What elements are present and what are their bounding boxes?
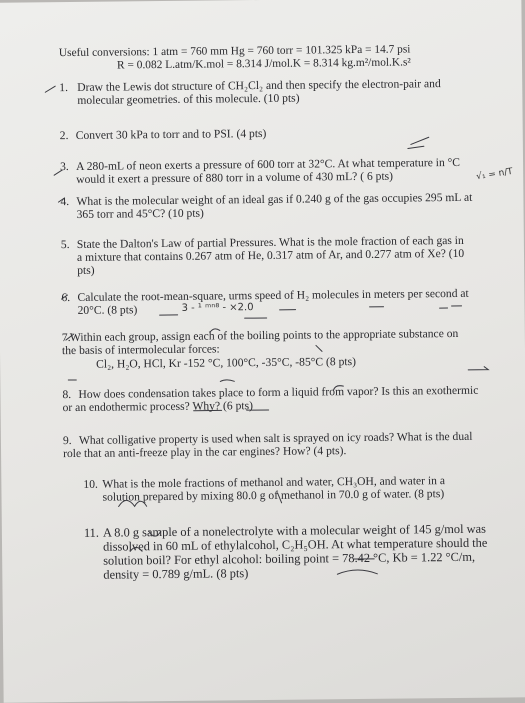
question-3-number: 3. — [60, 160, 69, 174]
question-8-line-2: or an endothermic process? Why? (6 pts) — [62, 399, 254, 415]
question-11-line-1: A 8.0 g sample of a nonelectrolyte with a molecular weight of 145 g/mol was — [102, 521, 486, 540]
question-1-line-2: molecular geometries. of this molecule. (10 pts) — [77, 91, 300, 107]
question-10-number: 10. — [83, 477, 98, 491]
question-1-line-1: Draw the Lewis dot structure of CH₂Cl₂ and then specify the electron-pair and — [77, 77, 441, 94]
question-2-text: Convert 30 kPa to torr and to PSI. (4 pts) — [75, 126, 267, 142]
question-5-line-1: State the Dalton's Law of partial Pressures. What is the mole fraction of each gas in — [76, 233, 464, 251]
question-3-line-1: A 280-mL of neon exerts a pressure of 600 torr at 32°C. At what temperature in °C — [75, 155, 461, 173]
question-10-line-1: What is the mole fractions of methanol and water, CH₃OH, and water in a — [102, 474, 446, 491]
question-9-number: 9. — [62, 434, 72, 448]
question-1-number: 1. — [59, 81, 69, 95]
question-4-line-2: 365 torr and 45°C? (10 pts) — [76, 206, 204, 221]
conversions-line-2: R = 0.082 L.atm/K.mol = 8.314 J/mol.K = 8.314 kg.m²/mol.K.s² — [116, 56, 411, 72]
question-5-line-3: pts) — [77, 263, 95, 277]
question-7-line-1: Within each group, assign each of the boiling points to the appropriate substance on — [69, 326, 459, 345]
question-6-number: 6. — [61, 291, 71, 305]
question-11-line-4: density = 0.789 g/mL. (8 pts) — [103, 566, 249, 582]
question-11-line-3: solution boil? For ethyl alcohol: boiling point = 78.42 °C, Kb = 1.22 °C/m, — [103, 549, 476, 568]
question-4-line-1: What is the molecular weight of an ideal gas if 0.240 g of the gas occupies 295 mL at — [76, 190, 473, 208]
question-11-line-2: dissolved in 60 mL of ethylalcohol, C₂H₅OH. At what temperature should the — [102, 535, 488, 554]
question-6-line-1: Calculate the root-mean-square, urms speed of H₂ molecules in meters per second at — [77, 286, 469, 304]
question-10-line-2: solution prepared by mixing 80.0 g of methanol in 70.0 g of water. (8 pts) — [102, 487, 445, 504]
question-7-number: 7. — [61, 331, 71, 345]
question-8-line-1: How does condensation takes place to form a liquid from vapor? Is this an exothermic — [78, 383, 479, 401]
conversions-line-1: Useful conversions: 1 atm = 760 mm Hg = 760 torr = 101.325 kPa = 14.7 psi — [58, 43, 411, 60]
question-4-number: 4. — [60, 195, 70, 209]
question-9-line-2: role that an anti-freeze play in the car engines? How? (4 pts). — [63, 444, 347, 461]
handwritten-q6-marks: 3 - ¹ ᵐⁿ⁸ - ×2.0 — [181, 302, 254, 314]
question-11-number: 11. — [83, 525, 100, 540]
question-3-line-2: would it exert a pressure of 880 torr in a volume of 430 mL? ( 6 pts) — [76, 169, 394, 186]
handwritten-margin-mark: √₁ = n/T — [475, 166, 514, 183]
question-7-line-2: the basis of intermolecular forces: — [61, 342, 220, 358]
question-9-line-1: What colligative property is used when salt is sprayed on icy roads? What is the dual — [78, 429, 473, 447]
question-5-number: 5. — [60, 238, 70, 252]
question-6-line-2: 20°C. (8 pts) — [77, 303, 138, 317]
question-5-line-2: a mixture that contains 0.267 atm of He, 0.317 atm of Ar, and 0.277 atm of Xe? (10 — [76, 246, 465, 264]
question-2-number: 2. — [59, 129, 69, 143]
question-8-number: 8. — [62, 388, 72, 402]
question-7-line-3: Cl₂, H₂O, HCl, Kr -152 °C, 100°C, -35°C, -85°C (8 pts) — [96, 355, 356, 371]
